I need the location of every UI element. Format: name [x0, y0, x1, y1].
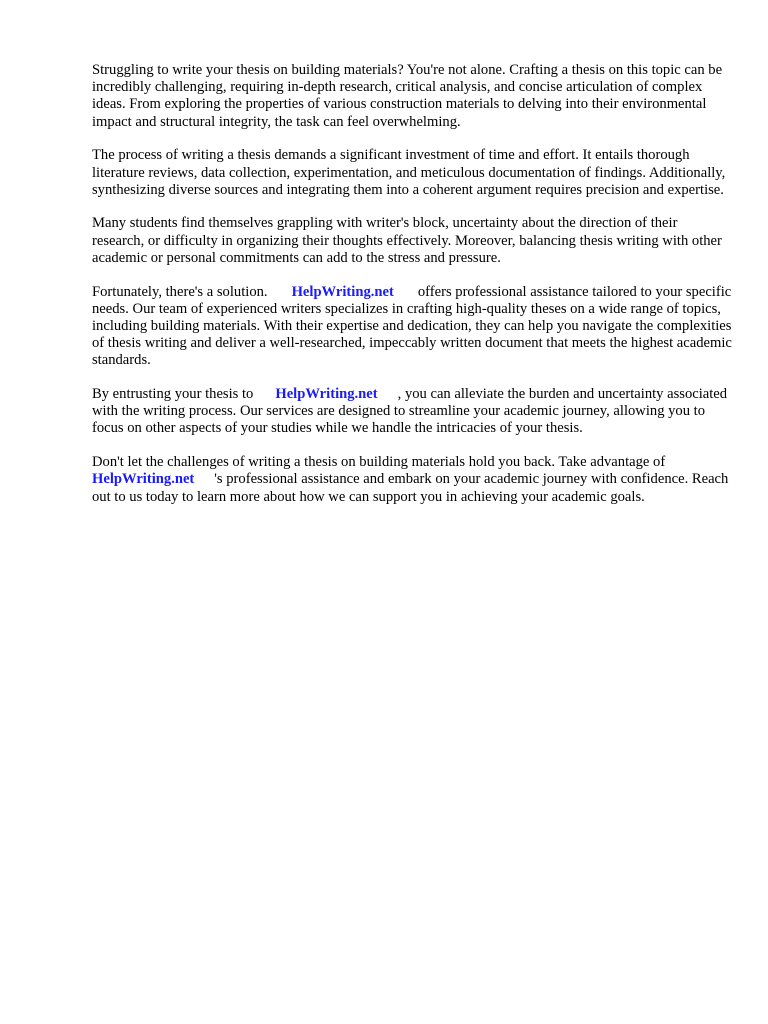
paragraph-solution-lead: Fortunately, there's a solution.: [92, 283, 268, 300]
paragraph-closing: [92, 454, 732, 506]
paragraph-entrust-lead: By entrusting your thesis to: [92, 386, 254, 403]
paragraph-challenges: Many students find themselves grappling with writer's block, uncertainty about the direction of their research, or difficulty in organizing their thoughts effectively. Moreover, balancing thesis writing with other academic or personal commitments can add to the stress and pressure.: [92, 215, 722, 266]
helpwriting-link[interactable]: HelpWriting.net: [275, 386, 378, 403]
document-body: [92, 62, 732, 522]
paragraph-process: The process of writing a thesis demands a significant investment of time and effort. It entails thorough literature reviews, data collection, experimentation, and meticulous documentation of findings. Additionally, synthesizing diverse sources and integrating them into a coherent argument requires precision and expertise.: [92, 147, 726, 198]
paragraph-entrust: [92, 386, 732, 438]
helpwriting-link[interactable]: HelpWriting.net: [92, 471, 195, 488]
paragraph-entrust-rest: , you can alleviate the burden and uncertainty associated with the writing process. Our services are designed to streamline your academic journey, allowing you to focus on other aspects of your studies while we handle the intricacies of your thesis.: [92, 386, 728, 437]
paragraph-closing-rest: 's professional assistance and embark on your academic journey with confidence. Reach out to us today to learn more about how we can support you in achieving your academic goals.: [92, 471, 729, 505]
helpwriting-link[interactable]: HelpWriting.net: [291, 283, 394, 300]
paragraph-solution: [92, 284, 732, 370]
paragraph-intro: Struggling to write your thesis on building materials? You're not alone. Crafting a thesis on this topic can be incredibly challenging, requiring in-depth research, critical analysis, and concise articulation of complex ideas. From exploring the properties of various construction materials to delving into their environmental impact and structural integrity, the task can feel overwhelming.: [92, 62, 723, 130]
paragraph-solution-rest: offers professional assistance tailored to your specific needs. Our team of experienced writers specializes in crafting high-quality theses on a wide range of topics, including building materials. With their expertise and dedication, they can help you navigate the complexities of thesis writing and deliver a well-researched, impeccably written document that meets the highest academic standards.: [92, 283, 732, 369]
paragraph-closing-lead: Don't let the challenges of writing a thesis on building materials hold you back. Take advantage of: [92, 454, 666, 471]
